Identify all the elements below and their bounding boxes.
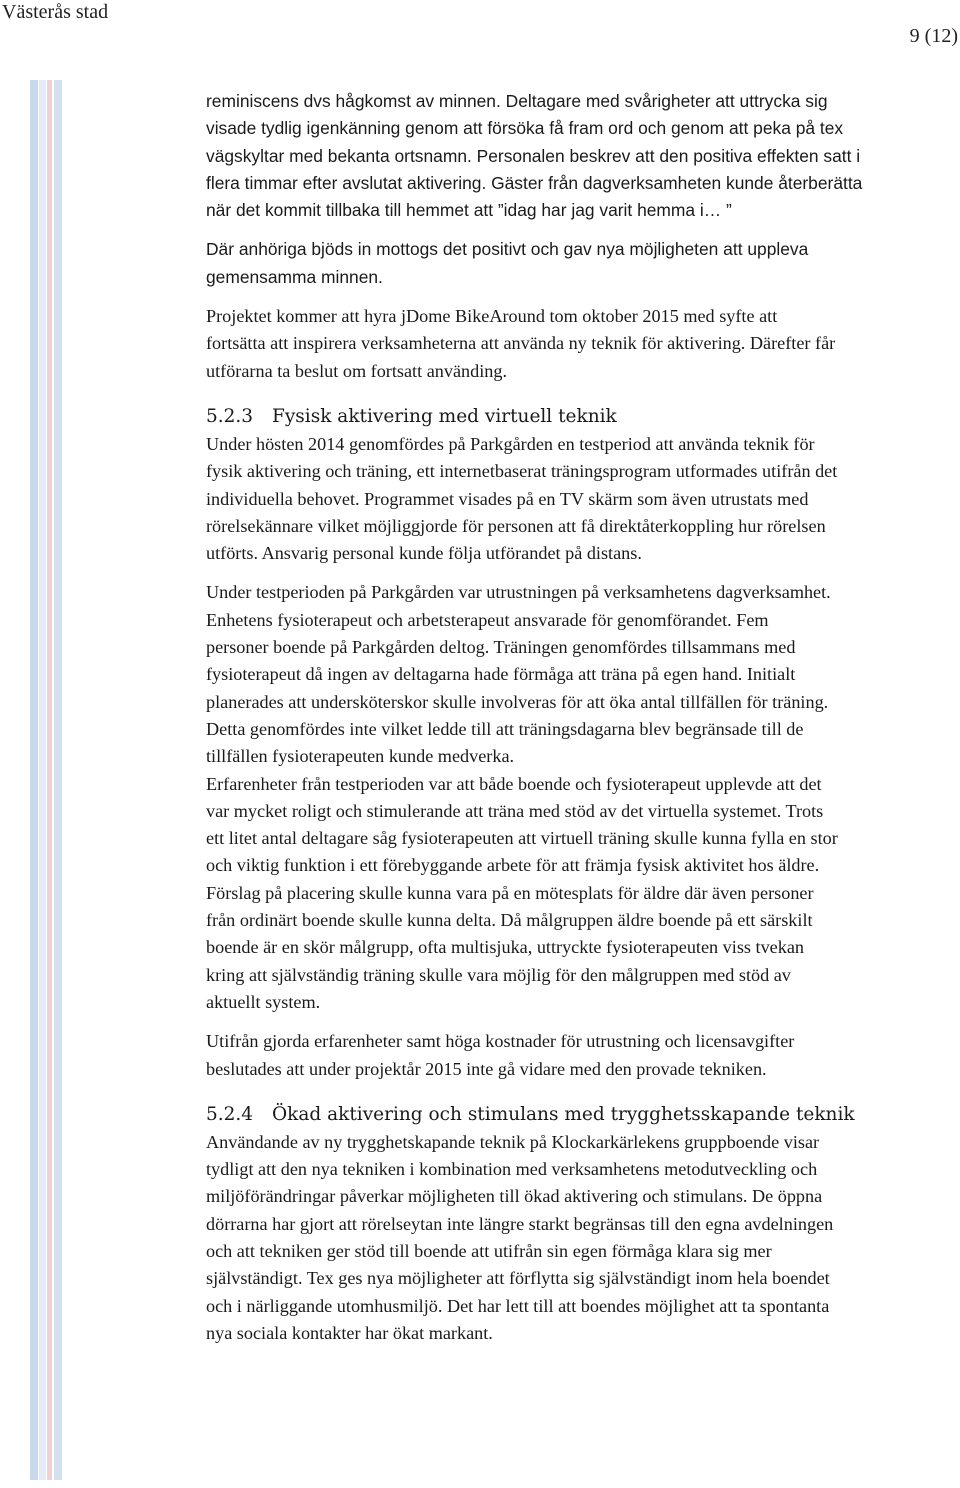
text-line: utförts. Ansvarig personal kunde följa utförandet på distans. <box>206 543 642 564</box>
text-line: rörelsekännare vilket möjliggjorde för personen att få direktåterkoppling hur rörelsen <box>206 515 826 536</box>
text-line: Användande av ny trygghetskapande teknik på Klockarkärlekens gruppboende visar <box>206 1131 820 1152</box>
text-line: planerades att undersköterskor skulle involveras för att öka antal tillfällen för träning. <box>206 691 829 712</box>
text-line: Projektet kommer att hyra jDome BikeAround tom oktober 2015 med syfte att <box>206 306 778 327</box>
stripe-3 <box>47 80 52 1480</box>
section-title: Fysisk aktivering med virtuell teknik <box>272 405 617 427</box>
text-line: kring att självständig träning skulle vara möjlig för den målgruppen med stöd av <box>206 964 791 985</box>
text-line: fortsätta att inspirera verksamheterna att använda ny teknik för aktivering. Därefter får <box>206 333 836 354</box>
text-line: Under testperioden på Parkgården var utrustningen på verksamhetens dagverksamhet. <box>206 582 831 603</box>
text-line: Förslag på placering skulle kunna vara på en mötesplats för äldre där även personer <box>206 882 814 903</box>
section-number: 5.2.4 <box>206 1103 254 1125</box>
text-line: vägskyltar med bekanta ortsnamn. Personalen beskrev att den positiva effekten satt i <box>206 145 861 166</box>
text-line: tydligt att den nya tekniken i kombination med verksamhetens metodutveckling och <box>206 1159 818 1180</box>
text-line: ett litet antal deltagare såg fysioterapeuten att virtuell träning skulle kunna fylla en stor <box>206 828 838 849</box>
text-line: Erfarenheter från testperioden var att både boende och fysioterapeut upplevde att det <box>206 773 822 794</box>
stripe-2 <box>39 80 46 1480</box>
text-line: från ordinärt boende skulle kunna delta. Då målgruppen äldre boende på ett särskilt <box>206 910 813 931</box>
page-number: 9 (12) <box>909 25 958 47</box>
text-line: aktuellt system. <box>206 991 321 1012</box>
document-header-org: Västerås stad <box>2 1 109 23</box>
text-line: visade tydlig igenkänning genom att försöka få fram ord och genom att peka på tex <box>206 118 844 139</box>
text-line: utförarna ta beslut om fortsatt använding. <box>206 360 508 381</box>
text-line: fysioterapeut då ingen av deltagarna hade förmåga att träna på egen hand. Initialt <box>206 664 796 685</box>
project-paragraph <box>206 303 938 385</box>
text-line: gemensamma minnen. <box>206 266 383 287</box>
text-line: beslutades att under projektår 2015 inte gå vidare med den provade tekniken. <box>206 1058 767 1079</box>
text-line: miljöförändringar påverkar möjligheten till ökad aktivering och stimulans. De öppna <box>206 1186 823 1207</box>
stripe-1 <box>30 80 38 1480</box>
text-line: och i närliggande utomhusmiljö. Det har lett till att boendes möjlighet att ta spontanta <box>206 1295 830 1316</box>
text-line: individuella behovet. Programmet visades på en TV skärm som även utrustats med <box>206 488 809 509</box>
text-line: reminiscens dvs hågkomst av minnen. Deltagare med svårigheter att uttrycka sig <box>206 91 828 111</box>
text-line: boende är en skör målgrupp, ofta multisjuka, uttryckte fysioterapeuten viss tvekan <box>206 937 805 958</box>
text-line: flera timmar efter avslutat aktivering. Gäster från dagverksamheten kunde återberätta <box>206 172 863 193</box>
text-line: tillfällen fysioterapeuten kunde medverka. <box>206 746 515 767</box>
text-line: Detta genomfördes inte vilket ledde till att träningsdagarna blev begränsade till de <box>206 718 804 739</box>
section-heading-5-2-4 <box>206 1101 938 1129</box>
s523-paragraph-2 <box>206 579 938 1016</box>
decorative-side-stripes <box>30 80 66 1480</box>
text-line: nya sociala kontakter har ökat markant. <box>206 1322 493 1343</box>
intro-paragraph <box>206 88 938 224</box>
document-body <box>206 88 938 1347</box>
s524-paragraph-1 <box>206 1129 938 1347</box>
text-line: när det kommit tillbaka till hemmet att ”idag har jag varit hemma i… ” <box>206 200 732 221</box>
text-line: Där anhöriga bjöds in mottogs det positivt och gav nya möjligheten att uppleva <box>206 239 809 260</box>
section-number: 5.2.3 <box>206 405 254 427</box>
text-line: självständigt. Tex ges nya möjligheter att förflytta sig självständigt inom hela boendet <box>206 1268 830 1289</box>
text-line: fysik aktivering och träning, ett internetbaserat träningsprogram utformades utifrån det <box>206 461 838 482</box>
text-line: dörrarna har gjort att rörelseytan inte längre starkt begränsas till den egna avdelningen <box>206 1213 834 1234</box>
section-title: Ökad aktivering och stimulans med trygghetsskapande teknik <box>272 1103 855 1125</box>
text-line: var mycket roligt och stimulerande att träna med stöd av det virtuella systemet. Trots <box>206 800 824 821</box>
text-line: och att tekniken ger stöd till boende att utifrån sin egen förmåga klara sig mer <box>206 1240 772 1261</box>
text-line: Enhetens fysioterapeut och arbetsterapeut ansvarade för genomförandet. Fem <box>206 609 769 630</box>
text-line: personer boende på Parkgården deltog. Träningen genomfördes tillsammans med <box>206 637 796 658</box>
relatives-paragraph <box>206 236 938 291</box>
s523-paragraph-1 <box>206 431 938 567</box>
text-line: Under hösten 2014 genomfördes på Parkgården en testperiod att använda teknik för <box>206 433 815 454</box>
stripe-4 <box>54 80 62 1480</box>
text-line: och viktig funktion i ett förebyggande arbete för att främja fysisk aktivitet hos äldre. <box>206 855 820 876</box>
s523-paragraph-3 <box>206 1028 938 1083</box>
text-line: Utifrån gjorda erfarenheter samt höga kostnader för utrustning och licensavgifter <box>206 1031 795 1052</box>
section-heading-5-2-3 <box>206 403 938 431</box>
